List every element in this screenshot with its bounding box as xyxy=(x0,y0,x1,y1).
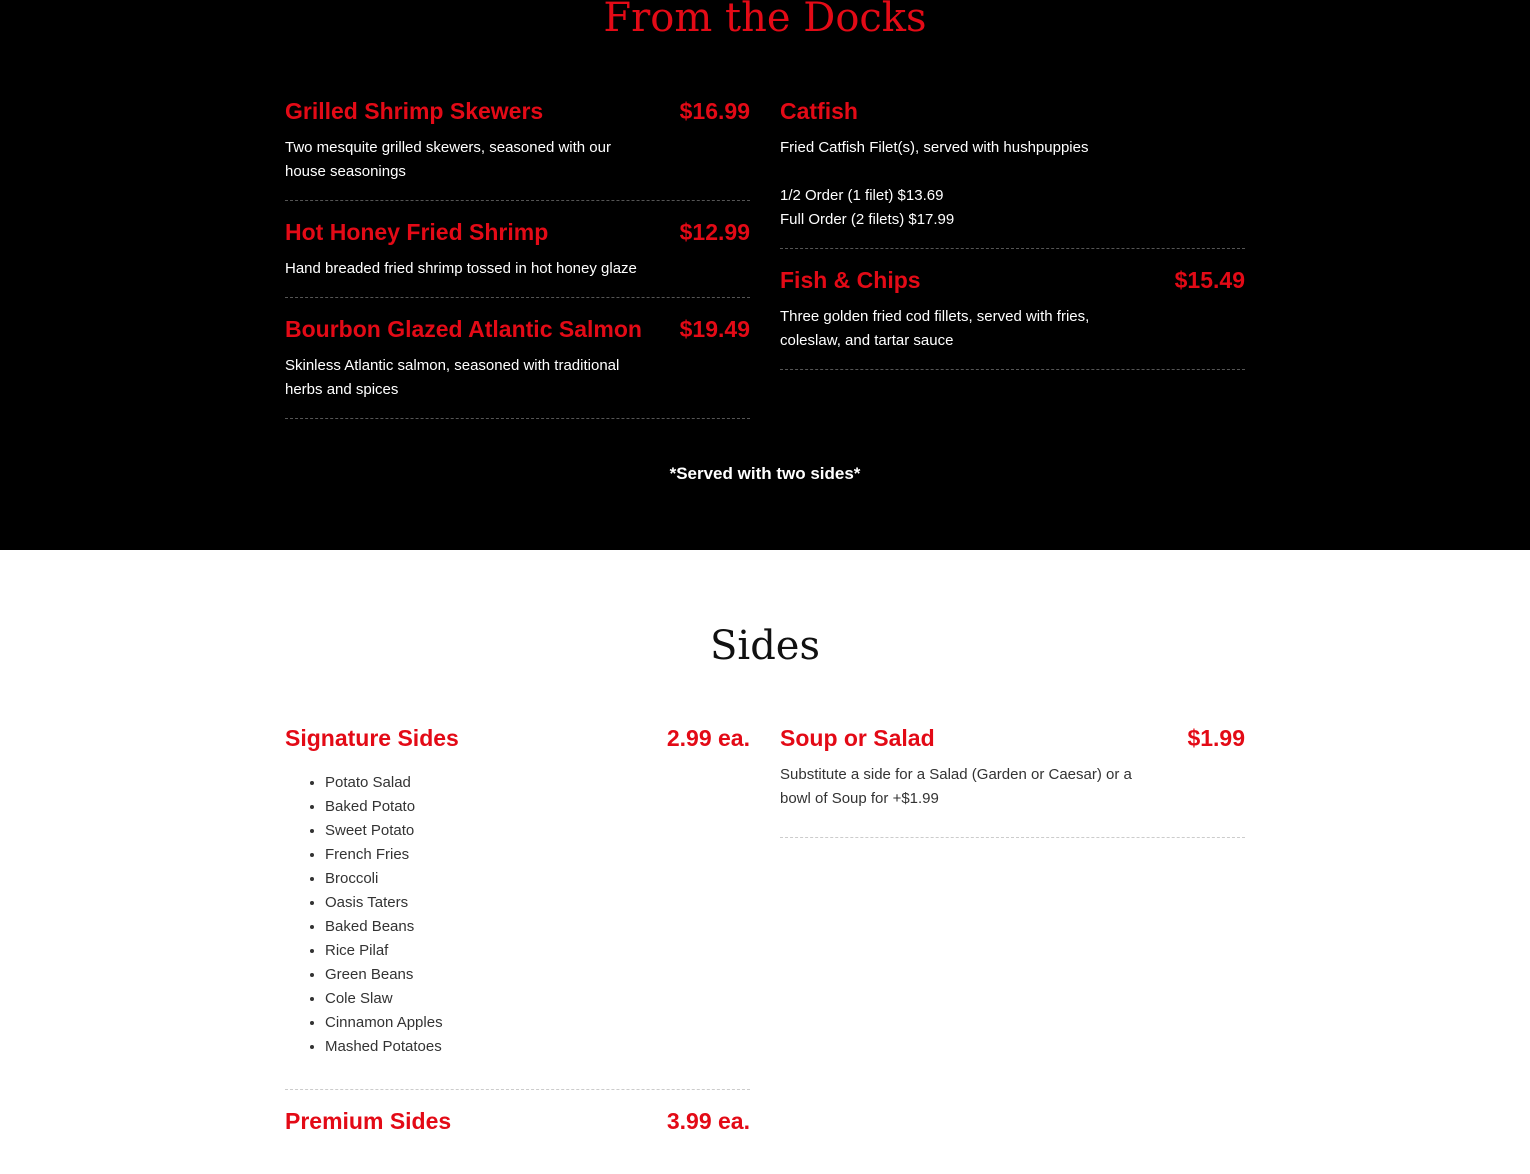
catfish-description: Fried Catfish Filet(s), served with hushpuppies xyxy=(780,139,1089,156)
menu-item-bourbon-salmon xyxy=(285,316,750,419)
item-price: 3.99 ea. xyxy=(666,1108,750,1134)
list-item: • Broccoli xyxy=(325,867,750,891)
item-name: Bourbon Glazed Atlantic Salmon xyxy=(285,316,642,342)
list-item: • Baked Potato xyxy=(325,795,750,819)
item-name: Grilled Shrimp Skewers xyxy=(285,98,544,124)
sides-left-column xyxy=(285,725,750,1174)
item-description: Substitute a side for a Salad (Garden or Caesar) or a bowl of Soup for +$1.99 xyxy=(780,766,1132,807)
menu-item-signature-sides xyxy=(285,725,750,1090)
item-name: Signature Sides xyxy=(285,725,459,751)
menu-item-grilled-shrimp xyxy=(285,98,750,201)
sides-right-column xyxy=(780,725,1245,856)
menu-item-catfish xyxy=(780,98,1245,249)
list-item: • French Fries xyxy=(325,843,750,867)
menu-item-fish-and-chips xyxy=(780,267,1245,370)
menu-item-soup-or-salad xyxy=(780,725,1245,838)
list-item: • Rice Pilaf xyxy=(325,939,750,963)
item-name: Premium Sides xyxy=(285,1108,452,1134)
section-title-docks: From the Docks xyxy=(603,0,927,41)
item-price: $19.49 xyxy=(679,316,750,342)
item-price: 2.99 ea. xyxy=(666,725,750,751)
list-item: • Baked Beans xyxy=(325,915,750,939)
list-item: • Mashed Potatoes xyxy=(325,1035,750,1059)
section-title-sides: Sides xyxy=(710,623,820,669)
docks-left-column xyxy=(285,98,750,437)
catfish-half-order: 1/2 Order (1 filet) $13.69 xyxy=(780,187,944,204)
list-item: • Potato Salad xyxy=(325,771,750,795)
docks-right-column xyxy=(780,98,1245,388)
served-with-sides-note: *Served with two sides* xyxy=(669,464,861,483)
menu-item-premium-sides xyxy=(285,1108,750,1156)
item-name: Soup or Salad xyxy=(780,725,935,751)
list-item: • Cinnamon Apples xyxy=(325,1011,750,1035)
item-name: Catfish xyxy=(780,98,858,124)
menu-item-hot-honey-shrimp xyxy=(285,219,750,298)
list-item: • Green Beans xyxy=(325,963,750,987)
list-item: • Oasis Taters xyxy=(325,891,750,915)
item-name: Hot Honey Fried Shrimp xyxy=(285,219,549,245)
item-price: $16.99 xyxy=(679,98,750,124)
sides-section xyxy=(0,550,1530,1164)
from-the-docks-section xyxy=(0,0,1530,550)
item-description: Hand breaded fried shrimp tossed in hot honey glaze xyxy=(285,260,637,277)
item-price: $1.99 xyxy=(1187,725,1245,751)
catfish-full-order: Full Order (2 filets) $17.99 xyxy=(780,211,955,228)
item-description: Two mesquite grilled skewers, seasoned with our house seasonings xyxy=(285,139,611,180)
list-item: • Sweet Potato xyxy=(325,819,750,843)
item-description: Three golden fried cod fillets, served with fries, coleslaw, and tartar sauce xyxy=(780,308,1090,349)
item-description xyxy=(780,136,1180,232)
list-item: • Cole Slaw xyxy=(325,987,750,1011)
item-price: $15.49 xyxy=(1174,267,1245,293)
item-description: Skinless Atlantic salmon, seasoned with traditional herbs and spices xyxy=(285,357,620,398)
signature-sides-list xyxy=(325,771,750,1059)
item-price: $12.99 xyxy=(679,219,750,245)
item-name: Fish & Chips xyxy=(780,267,921,293)
